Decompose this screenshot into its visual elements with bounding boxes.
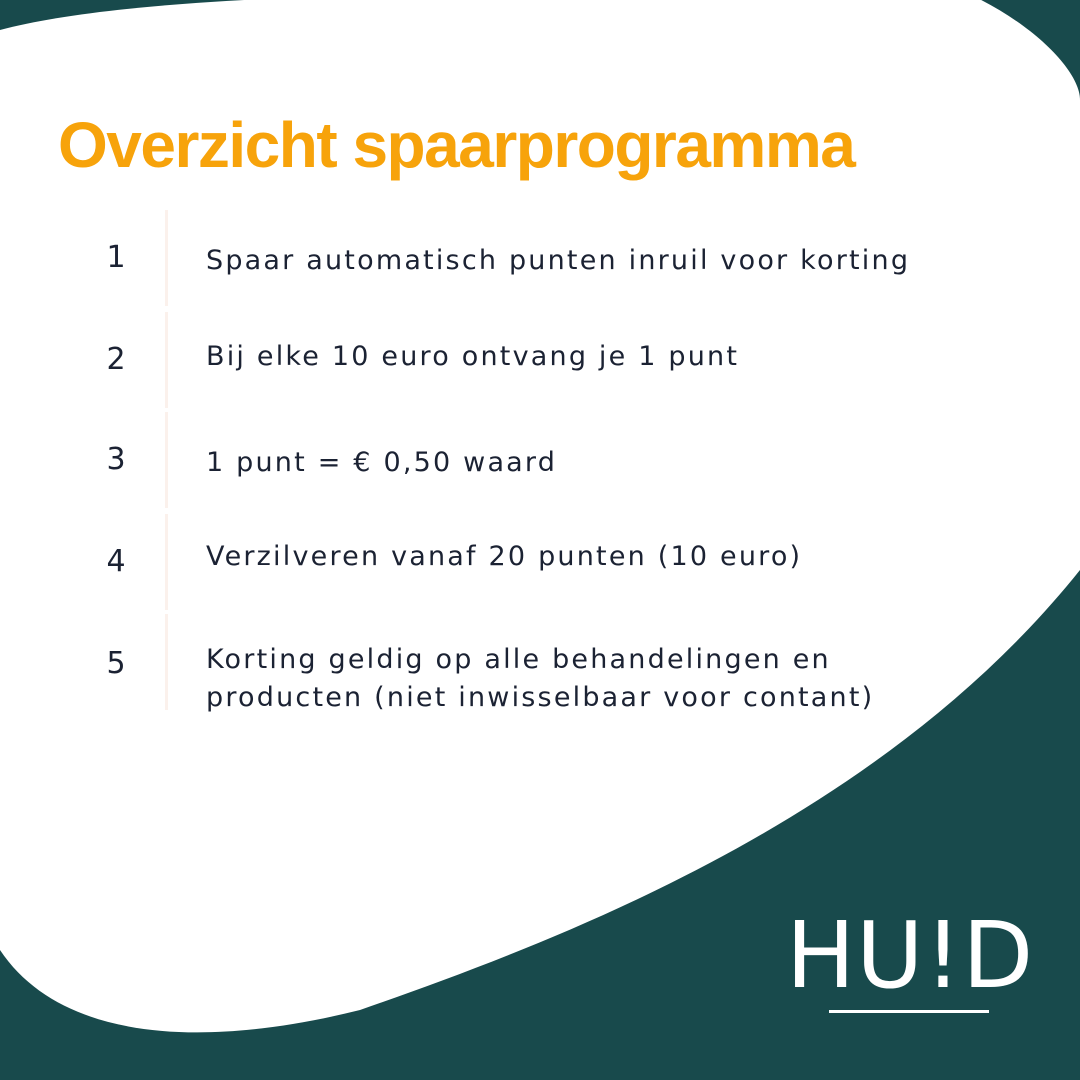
item-text: Korting geldig op alle behandelingen en producten (niet inwisselbaar voor contant) [206,644,875,713]
item-number: 5 [106,646,126,681]
item-divider [165,514,168,610]
logo-underline [829,1010,989,1013]
item-divider [165,210,168,306]
item-number: 3 [106,442,126,477]
item-divider [165,412,168,508]
page-title: Overzicht spaarprogramma [58,109,855,181]
huid-logo [786,902,1036,1018]
item-text: Verzilveren vanaf 20 punten (10 euro) [206,541,803,572]
item-text: Bij elke 10 euro ontvang je 1 punt [206,341,740,372]
item-number: 2 [106,342,126,377]
item-divider [165,312,168,408]
item-number: 4 [106,544,126,579]
item-text: 1 punt = € 0,50 waard [206,447,558,478]
item-number: 1 [106,240,126,275]
item-text: Spaar automatisch punten inruil voor korting [206,245,911,276]
item-divider [165,614,168,710]
logo-text: HU!D [786,902,1035,1009]
